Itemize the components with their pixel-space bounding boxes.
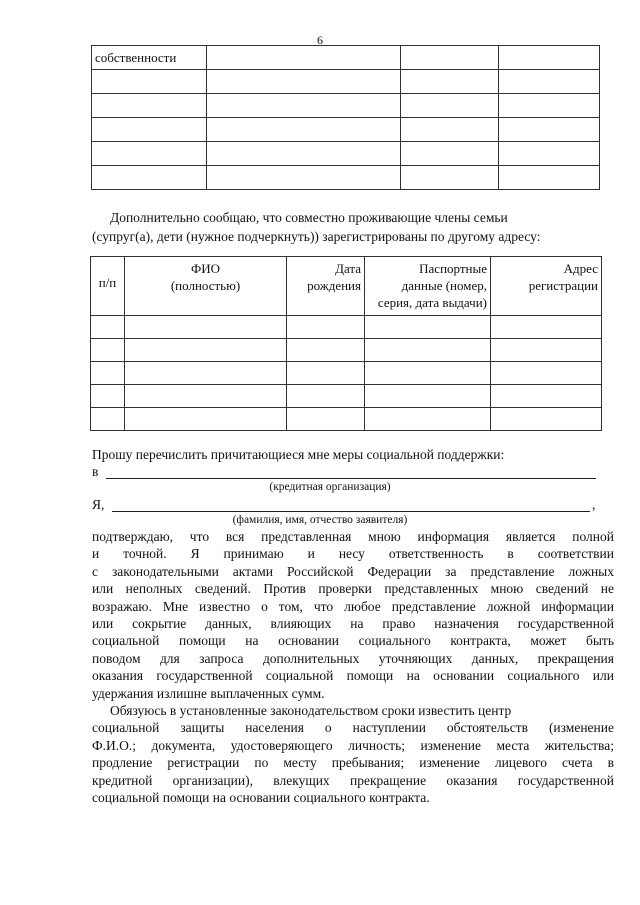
confirmation-line: с законодательными актами Российской Федерации за представление ложных	[92, 563, 614, 579]
header-address-2: регистрации	[528, 277, 598, 293]
obligation-line: Обязуюсь в установленные законодательством сроки известить центр	[110, 703, 512, 718]
prefix-v: в	[92, 464, 99, 479]
table-cell[interactable]	[499, 94, 600, 118]
table-cell[interactable]	[287, 362, 365, 385]
header-dob-2: рождения	[307, 277, 361, 293]
confirmation-line: поводом для запроса дополнительных уточняющих данных, прекращения	[92, 650, 614, 666]
applicant-name-field[interactable]	[112, 511, 590, 512]
header-passport	[365, 257, 491, 316]
table-cell[interactable]	[491, 339, 602, 362]
table-cell[interactable]	[491, 385, 602, 408]
family-intro-line: (супруг(а), дети (нужное подчеркнуть)) зарегистрированы по другому адресу:	[92, 229, 541, 244]
table-row	[92, 142, 600, 166]
table-cell[interactable]	[91, 362, 125, 385]
table-cell[interactable]	[401, 142, 499, 166]
name-caption: (фамилия, имя, отчество заявителя)	[232, 514, 408, 526]
table-cell[interactable]	[125, 362, 287, 385]
obligation-line: кредитной организации), влекущих прекращение оказания государственной	[92, 772, 614, 788]
header-dob	[287, 257, 365, 316]
table-cell[interactable]	[125, 408, 287, 431]
confirmation-line: или сокрытие данных, влияющих на право назначения государственной	[92, 616, 614, 632]
header-passport-3: серия, дата выдачи)	[377, 294, 487, 310]
table-cell[interactable]	[401, 70, 499, 94]
table-row	[91, 362, 602, 385]
table-cell[interactable]	[207, 46, 401, 70]
header-num-label: п/п	[98, 275, 117, 290]
confirmation-line: или неполных сведений. Против проверки представленных мною сведений не	[92, 581, 614, 597]
table-cell[interactable]	[287, 316, 365, 339]
prefix-ya: Я,	[92, 497, 105, 512]
header-passport-1: Паспортные	[419, 261, 487, 276]
family-intro	[92, 209, 614, 226]
table-cell[interactable]	[499, 46, 600, 70]
bank-caption: (кредитная организация)	[269, 481, 391, 493]
table-cell[interactable]	[401, 166, 499, 190]
family-intro-2	[92, 228, 614, 245]
table-cell[interactable]	[401, 118, 499, 142]
table-cell[interactable]	[207, 118, 401, 142]
table-cell[interactable]	[365, 362, 491, 385]
header-num	[91, 257, 125, 316]
table-row	[92, 46, 600, 70]
page-number: 6	[317, 33, 323, 47]
table-cell[interactable]	[365, 316, 491, 339]
header-passport-2: данные (номер,	[401, 277, 487, 293]
table-header-row	[91, 257, 602, 316]
family-intro-line: Дополнительно сообщаю, что совместно проживающие члены семьи	[110, 210, 508, 225]
table-cell[interactable]	[207, 166, 401, 190]
table-row	[91, 385, 602, 408]
table-row	[92, 70, 600, 94]
table-cell[interactable]	[491, 408, 602, 431]
confirmation-line: подтверждаю, что вся представленная мною информация является полной	[92, 529, 614, 544]
table-cell[interactable]	[365, 339, 491, 362]
table-row	[91, 408, 602, 431]
table-cell[interactable]	[125, 339, 287, 362]
table-cell[interactable]	[92, 166, 207, 190]
confirmation-line: оказания государственной социальной помощи на основании социального или	[92, 668, 614, 684]
table-cell[interactable]	[125, 316, 287, 339]
table-cell[interactable]	[491, 362, 602, 385]
table-cell[interactable]	[207, 142, 401, 166]
table-cell[interactable]	[91, 408, 125, 431]
bank-field[interactable]	[106, 478, 596, 479]
table-cell[interactable]	[125, 385, 287, 408]
confirmation-line: социальной помощи на основании социального контракта, может быть	[92, 633, 614, 649]
obligation-line: социальной помощи на основании социального контракта.	[92, 790, 430, 806]
table-cell[interactable]	[365, 385, 491, 408]
table-cell[interactable]	[401, 94, 499, 118]
confirmation-line: и точной. Я принимаю и несу ответственность в соответствии	[92, 546, 614, 562]
header-address-1: Адрес	[563, 261, 598, 276]
family-members-table	[90, 256, 602, 431]
table-cell[interactable]	[92, 94, 207, 118]
obligation-line: продление регистрации по месту пребывания; изменение лицевого счета в	[92, 755, 614, 771]
table-cell[interactable]	[499, 118, 600, 142]
table-cell[interactable]	[287, 408, 365, 431]
table-cell[interactable]	[499, 142, 600, 166]
table-cell[interactable]	[91, 316, 125, 339]
table-cell[interactable]	[499, 70, 600, 94]
table-cell[interactable]	[401, 46, 499, 70]
table-cell: собственности	[92, 46, 207, 70]
obligation-paragraph	[92, 702, 614, 806]
table-row	[92, 94, 600, 118]
property-table	[91, 45, 600, 190]
table-cell[interactable]	[92, 142, 207, 166]
confirmation-line: удержания излишне выплаченных сумм.	[92, 685, 325, 701]
table-row	[91, 316, 602, 339]
table-cell[interactable]	[499, 166, 600, 190]
table-cell[interactable]	[92, 70, 207, 94]
table-row	[92, 118, 600, 142]
obligation-line: социальной защиты населения о наступлении обстоятельств (изменение	[92, 720, 614, 736]
confirmation-line: возражаю. Мне известно о том, что любое представление ложной информации	[92, 598, 614, 614]
table-cell[interactable]	[287, 385, 365, 408]
comma: ,	[592, 497, 596, 512]
table-cell[interactable]	[365, 408, 491, 431]
confirmation-paragraph	[92, 528, 614, 702]
table-cell[interactable]	[287, 339, 365, 362]
table-row	[92, 166, 600, 190]
table-cell[interactable]	[91, 339, 125, 362]
header-address	[491, 257, 602, 316]
payment-request: Прошу перечислить причитающиеся мне меры социальной поддержки:	[92, 447, 505, 462]
header-fio	[125, 257, 287, 316]
table-cell[interactable]	[491, 316, 602, 339]
header-dob-1: Дата	[335, 261, 361, 276]
table-cell[interactable]	[207, 94, 401, 118]
table-cell[interactable]	[92, 118, 207, 142]
obligation-line: Ф.И.О.; документа, удостоверяющего личность; изменение места жительства;	[92, 737, 614, 753]
table-cell[interactable]	[91, 385, 125, 408]
table-row	[91, 339, 602, 362]
table-cell[interactable]	[207, 70, 401, 94]
header-fio-2: (полностью)	[170, 277, 241, 293]
header-fio-1: ФИО	[190, 261, 221, 276]
